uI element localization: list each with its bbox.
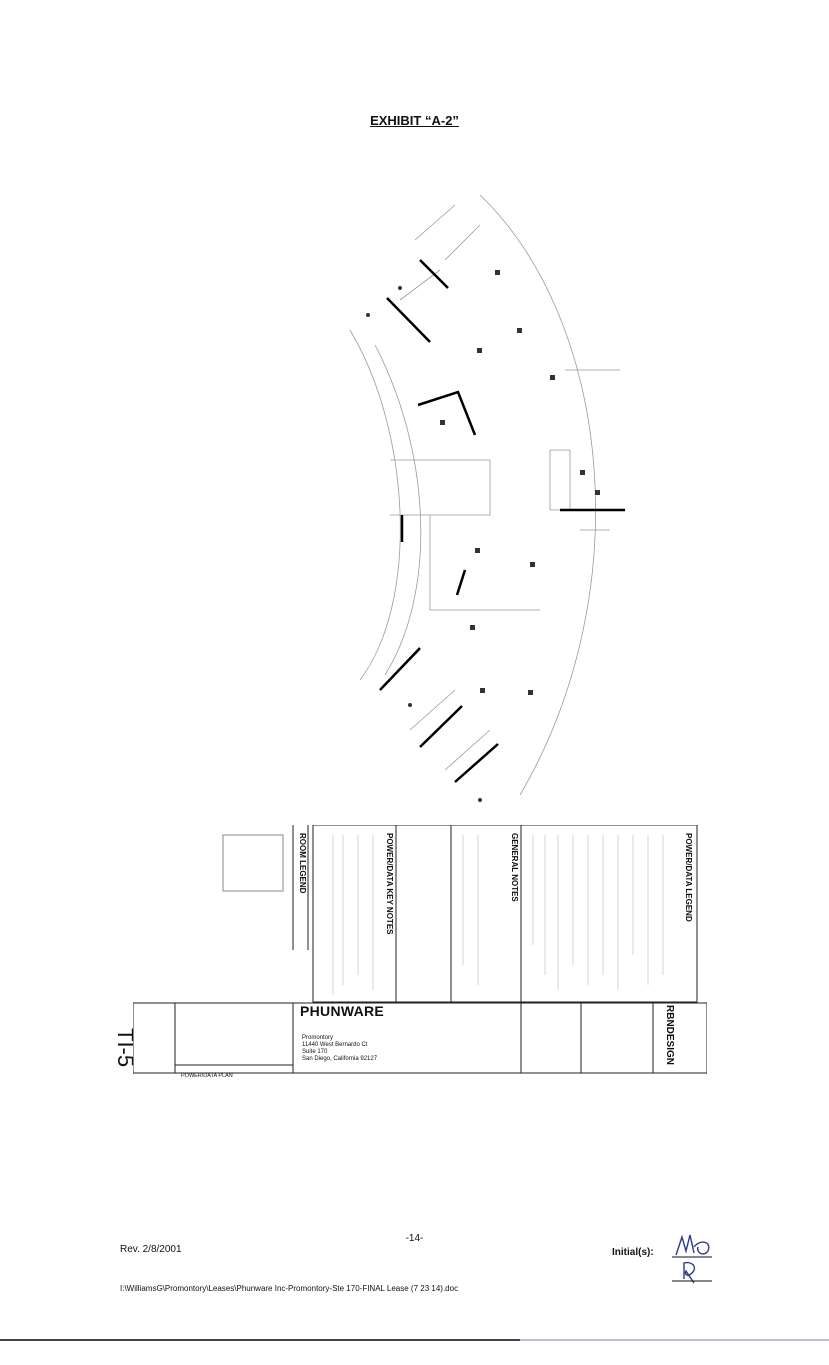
project-address-line: Promontory — [302, 1035, 334, 1041]
general-notes-label: GENERAL NOTES — [510, 833, 519, 902]
outer-curved-wall — [480, 195, 596, 795]
title-block — [133, 825, 707, 1081]
legend-box — [313, 825, 697, 1002]
revision-date: Rev. 2/8/2001 — [120, 1244, 182, 1255]
page-number: -14- — [405, 1233, 424, 1244]
bottom-scan-edge — [0, 1338, 829, 1343]
project-address-line: 11440 West Bernardo Ct — [302, 1042, 368, 1048]
exhibit-title: EXHIBIT “A-2” — [370, 113, 459, 128]
initials-label: Initial(s): — [612, 1247, 654, 1258]
project-address-line: Suite 170 — [302, 1049, 328, 1055]
project-name: PHUNWARE — [300, 1003, 385, 1019]
sheet-title: POWER/DATA PLAN — [181, 1073, 233, 1079]
sheet-info-box — [133, 1003, 707, 1073]
project-address-line: San Diego, California 92127 — [302, 1056, 378, 1062]
room-legend-label: ROOM LEGEND — [298, 833, 307, 894]
floor-plan-drawing — [280, 170, 640, 810]
inner-curved-wall-2 — [375, 345, 421, 675]
heavy-wall-lines — [380, 260, 625, 782]
file-path: I:\WilliamsG\Promontory\Leases\Phunware Inc-Promontory-Ste 170-FINAL Lease (7 23 14).doc — [120, 1284, 459, 1293]
firm-logo: RBNDESIGN — [664, 1005, 675, 1066]
sheet-number: TI-5 — [113, 1028, 138, 1068]
power-data-key-notes-label: POWER/DATA KEY NOTES — [385, 833, 394, 935]
inner-curved-wall — [350, 330, 400, 680]
power-data-legend-label: POWER/DATA LEGEND — [684, 833, 693, 922]
room-legend-table — [223, 835, 283, 891]
handwritten-initials-signature — [668, 1227, 718, 1287]
